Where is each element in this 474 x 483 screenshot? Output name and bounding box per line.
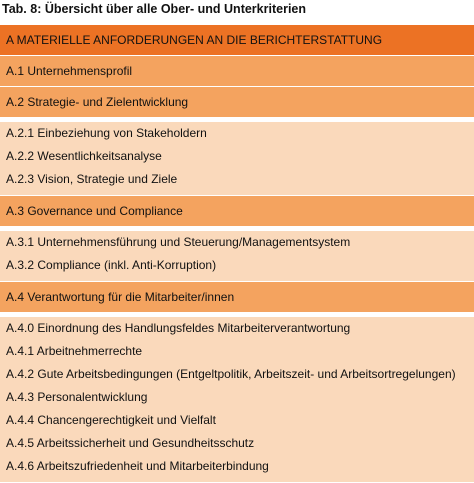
section-items-a3 — [0, 231, 474, 282]
section-row-a2: A.2 Strategie- und Zielentwicklung — [0, 87, 474, 118]
section-row-a3: A.3 Governance und Compliance — [0, 196, 474, 227]
section-row-a1: A.1 Unternehmensprofil — [0, 56, 474, 87]
criterion-row: A.3.2 Compliance (inkl. Anti-Korruption) — [6, 258, 217, 272]
table-caption: Tab. 8: Übersicht über alle Ober- und Unterkriterien — [2, 2, 306, 16]
criterion-row: A.4.6 Arbeitszufriedenheit und Mitarbeiterbindung — [6, 459, 269, 473]
criterion-row: A.4.0 Einordnung des Handlungsfeldes Mitarbeiterverantwortung — [6, 321, 351, 335]
criterion-row: A.4.2 Gute Arbeitsbedingungen (Entgeltpolitik, Arbeitszeit- und Arbeitsortregelungen) — [6, 367, 456, 381]
criterion-row: A.4.1 Arbeitnehmerrechte — [6, 344, 143, 358]
criteria-table — [0, 24, 474, 483]
criterion-row: A.4.5 Arbeitssicherheit und Gesundheitsschutz — [6, 436, 255, 450]
criterion-row: A.2.1 Einbeziehung von Stakeholdern — [6, 126, 207, 140]
criterion-row: A.3.1 Unternehmensführung und Steuerung/Managementsystem — [6, 235, 351, 249]
section-row-a4: A.4 Verantwortung für die Mitarbeiter/innen — [0, 282, 474, 313]
criterion-row: A.2.2 Wesentlichkeitsanalyse — [6, 149, 162, 163]
criterion-row: A.4.4 Chancengerechtigkeit und Vielfalt — [6, 413, 216, 427]
criterion-row: A.2.3 Vision, Strategie und Ziele — [6, 172, 178, 186]
section-items-a4 — [0, 317, 474, 483]
main-header-row: A MATERIELLE ANFORDERUNGEN AN DIE BERICHTERSTATTUNG — [0, 25, 474, 56]
criterion-row: A.4.3 Personalentwicklung — [6, 390, 148, 404]
section-items-a2 — [0, 122, 474, 196]
